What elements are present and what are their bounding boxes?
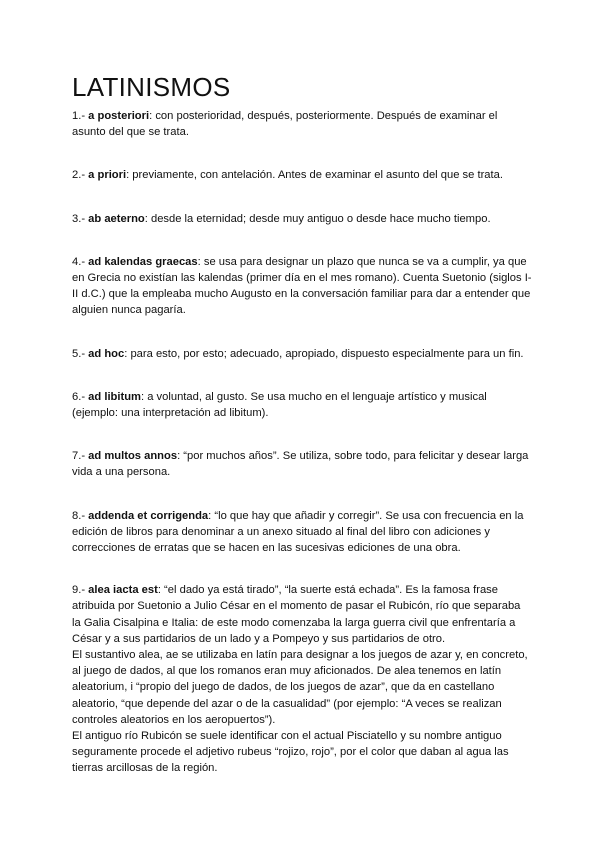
entry-paragraph [72,167,532,183]
entry-term: ad kalendas graecas [88,255,198,268]
entry-1 [72,108,532,140]
entry-term: ad libitum [88,390,142,403]
entry-definition: : se usa para designar un plazo que nunca se va a cumplir, ya que en Grecia no existían las kalendas (primer día en el mes romano). Cuenta Suetonio (siglos I-II d.C.) que la empleaba mucho Augusto en la conversación familiar para dar a entender que alguien nunca pagaría. [72,255,532,317]
entry-definition: : desde la eternidad; desde muy antiguo o desde hace mucho tiempo. [144,212,491,225]
entry-number: 2.- [72,169,86,182]
entry-9 [72,582,532,776]
entry-paragraph [72,582,532,647]
entry-6 [72,389,532,421]
entry-definition: : previamente, con antelación. Antes de examinar el asunto del que se trata. [126,169,503,182]
entry-paragraph [72,508,532,557]
entry-paragraph [72,448,532,480]
document-title: LATINISMOS [72,72,231,102]
entry-paragraph [72,108,532,140]
entry-5 [72,346,532,362]
entry-paragraph: El antiguo río Rubicón se suele identificar con el actual Pisciatello y su nombre antiguo seguramente procede el adjetivo rubeus “rojizo, rojo”, por el color que daban al agua las tierras arcillosas de la región. [72,730,509,775]
entry-paragraph [72,389,532,421]
entry-number: 7.- [72,450,86,463]
entry-number: 3.- [72,212,86,225]
entry-term: a posteriori [88,110,150,122]
entry-4 [72,254,532,319]
entry-term: a priori [88,169,127,182]
entry-definition: : con posterioridad, después, posteriormente. Después de examinar el asunto del que se trata. [72,110,498,139]
entry-7 [72,448,532,480]
entry-term: alea iacta est [88,584,158,597]
entry-term: addenda et corrigenda [88,509,209,522]
entry-paragraph [72,346,532,362]
entry-paragraph [72,254,532,319]
entry-paragraph: El sustantivo alea, ae se utilizaba en latín para designar a los juegos de azar y, en concreto, al juego de dados, al que los romanos eran muy aficionados. De alea tenemos en latín aleatorium, i “propio del juego de dados, de los juegos de azar”, que da en castellano aleatorio, “que depende del azar o de la casualidad” (por ejemplo: “A veces se realizan controles aleatorios en los aeropuertos”). [72,649,528,726]
entry-term: ab aeterno [88,212,145,225]
entry-definition: : “el dado ya está tirado”, “la suerte está echada”. Es la famosa frase atribuida por Suetonio a Julio César en el momento de pasar el Rubicón, río que separaba la Galia Cisalpina e Italia: de este modo comenzaba la larga guerra civil que enfrentaría a César y a sus partidarios de un lado y a Pompeyo y sus partidarios de otro. [72,584,521,645]
entry-paragraph [72,211,532,227]
entry-8 [72,508,532,557]
entry-3 [72,211,532,227]
entry-definition: : para esto, por esto; adecuado, apropiado, dispuesto especialmente para un fin. [124,347,524,360]
entry-term: ad multos annos [88,450,178,463]
document-page [72,72,532,777]
entry-term: ad hoc [88,347,125,360]
entry-number: 6.- [72,390,86,403]
entry-number: 4.- [72,255,86,268]
entry-definition: : “por muchos años”. Se utiliza, sobre todo, para felicitar y desear larga vida a una persona. [72,450,529,479]
entry-number: 5.- [72,347,86,360]
entry-definition: : “lo que hay que añadir y corregir”. Se usa con frecuencia en la edición de libros para denominar a un anexo situado al final del libro con adiciones y correcciones de erratas que se hacen en las sucesivas ediciones de una obra. [72,509,524,555]
entry-number: 9.- [72,584,86,597]
entry-definition: : a voluntad, al gusto. Se usa mucho en el lenguaje artístico y musical (ejemplo: una interpretación ad libitum). [72,390,487,420]
entry-number: 8.- [72,509,86,522]
entry-2 [72,167,532,183]
entry-number: 1.- [72,110,86,122]
